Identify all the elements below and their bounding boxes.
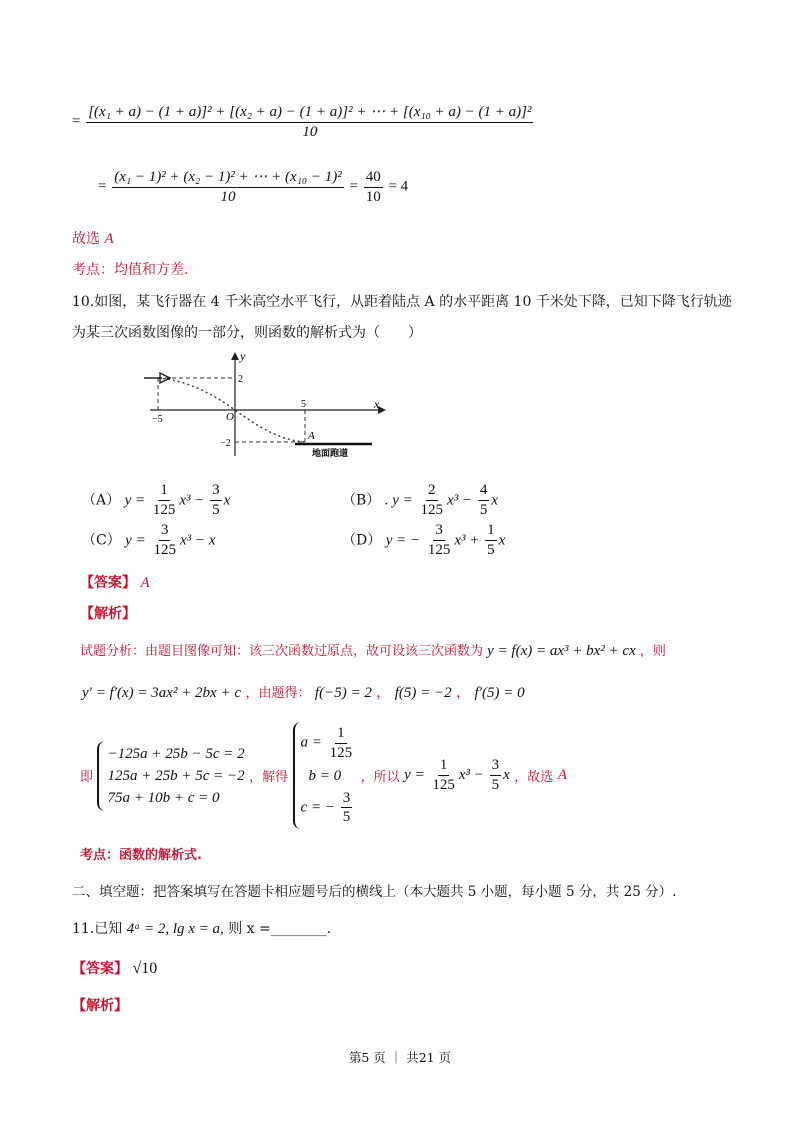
so-num2: 3 <box>490 756 502 776</box>
sys-eq-3: 75a + 10b + c = 0 <box>107 789 220 806</box>
choose-text: ，故选 <box>514 770 554 785</box>
option-c[interactable]: （C） y = $\frac{3}{125}$ x³ − x <box>82 522 216 558</box>
q11-answer <box>72 958 157 978</box>
option-b-term2-num: 4 <box>478 481 490 501</box>
q10-analysis-line1 <box>80 640 666 660</box>
sys-eq-2: 125a + 25b + 5c = −2 <box>107 767 245 784</box>
formula-line1-numerator: [(x₁ + a) − (1 + a)]² + [(x₂ + a) − (1 + a)]² + ⋯ + [(x₁₀ + a) − (1 + a)]² <box>86 103 533 123</box>
option-d-coef-den: 125 <box>427 541 451 558</box>
tick-label-neg2: −2 <box>220 438 231 449</box>
origin-label: O <box>226 411 234 423</box>
so-den2: 5 <box>491 777 500 793</box>
analysis-line2-formula: y′ = f′(x) = 3ax² + 2bx + c <box>82 685 241 701</box>
option-a-term2-den: 5 <box>212 501 220 518</box>
sol-a-den: 125 <box>329 744 353 761</box>
q11-stem-suffix: 则 x =________. <box>228 921 332 937</box>
q10-answer-tag: 【答案】 <box>80 575 136 591</box>
analysis-line1-end: ，则 <box>639 644 666 659</box>
formula-line1-denominator: 10 <box>302 123 318 140</box>
x-axis-label: x <box>374 397 380 411</box>
choose-letter: A <box>557 767 567 783</box>
q11-analysis-tag: 【解析】 <box>72 998 128 1014</box>
page-footer: 第5 页 ｜ 共21 页 <box>348 1050 452 1065</box>
tick-label-2: 2 <box>238 374 243 385</box>
option-d[interactable]: （D） y = − $\frac{3}{125}$ x³ + $\frac{1}{5}$ x <box>342 522 506 558</box>
tick-label-neg5: −5 <box>152 414 163 425</box>
variance-formula-line2: = $\frac{\text{(x₁ − 1)² + (x₂ − 1)² + ⋯ + (x₁₀ − 1)²}}{10}$ = $\frac{40}{10}$ = 4 <box>98 169 409 205</box>
runway-label: 地面跑道 <box>312 449 349 459</box>
formula-line2-frac2-denominator: 10 <box>365 188 381 205</box>
analysis-line1-formula: y = f(x) = ax³ + bx² + cx <box>487 643 636 659</box>
option-a-coef-den: 125 <box>152 501 176 518</box>
option-c-coef-den: 125 <box>153 541 176 558</box>
option-b[interactable]: （B） . y = $\frac{2}{125}$ x³ − $\frac{4}{5}$ x <box>342 482 498 518</box>
sys-prefix: 即 <box>80 770 94 785</box>
q11-answer-tag: 【答案】 <box>72 961 128 977</box>
q11-stem <box>72 918 331 938</box>
sys-solution-brace: a = $\frac{1}{125}$ b = 0 c = − $\frac{3}{5}$ <box>293 722 357 829</box>
q11-stem-prefix: 11.已知 <box>72 921 123 937</box>
option-d-label: （D） <box>342 532 382 549</box>
y-axis-label: y <box>240 349 246 363</box>
q10-equation-system: 即 −125a + 25b − 5c = 2 125a + 25b + 5c = −2 75a + 10b + c = 0 ，解得 a = $\frac{1}{125}$ b = 0 c = − $\frac{3}{5}$ ，所以 y = $\frac{1}{125}$ x³ − $\frac{3}{5}$ x ，故选 A <box>80 722 567 829</box>
q11-stem-formula: 4ᵃ = 2, lg x = a, <box>126 921 224 937</box>
analysis-cond-1: f(−5) = 2 <box>314 685 372 701</box>
sol-b: b = 0 <box>308 767 342 784</box>
q10-analysis-line2: y′ = f′(x) = 3ax² + 2bx + c ，由题得： f(−5) = 2 ， f(5) = −2 ， f′(5) = 0 <box>82 685 525 701</box>
analysis-line2-text: ，由题得： <box>245 686 311 701</box>
variance-formula-line1: = [(x₁ + a) − (1 + a)]² + [(x₂ + a) − (1 + a)]² + ⋯ + [(x₁₀ + a) − (1 + a)]² 10 <box>72 104 532 140</box>
formula-line2-frac2-numerator: 40 <box>364 168 383 188</box>
q10-answer-value: A <box>140 575 150 591</box>
landing-point-label: A <box>308 430 315 442</box>
option-a-term2-num: 3 <box>210 481 222 501</box>
so-text: ，所以 <box>360 770 400 785</box>
option-b-term2-den: 5 <box>479 501 488 518</box>
option-d-coef-num: 3 <box>433 521 445 541</box>
q11-answer-value: √10 <box>132 960 158 977</box>
option-b-label: （B） <box>342 492 381 509</box>
q9-choice-text: 故选 <box>72 231 100 247</box>
analysis-cond-3: f′(5) = 0 <box>474 685 525 701</box>
option-b-coef-num: 2 <box>426 481 438 501</box>
q9-choice-letter: A <box>104 231 114 247</box>
tick-label-5: 5 <box>301 399 306 410</box>
q10-answer <box>80 572 150 592</box>
sol-c-den: 5 <box>342 809 351 826</box>
q10-stem-line2: 为某三次函数图像的一部分，则函数的解析式为（ ） <box>72 325 422 341</box>
option-a[interactable]: （A） y = $\frac{1}{125}$ x³ − $\frac{3}{5}$ x <box>82 482 231 518</box>
analysis-cond-2: f(5) = −2 <box>394 685 452 701</box>
sys-eq-1: −125a + 25b − 5c = 2 <box>107 745 245 762</box>
option-d-term2-den: 5 <box>487 541 495 558</box>
sol-c-num: 3 <box>341 789 353 809</box>
solve-text: ，解得 <box>249 770 289 785</box>
sys-left-brace <box>97 741 244 811</box>
q10-flight-graph <box>140 348 390 460</box>
option-a-label: （A） <box>82 492 121 509</box>
section2-heading: 二、填空题：把答案填写在答题卡相应题号后的横线上（本大题共 5 小题，每小题 5 分，共 25 分）. <box>72 884 677 900</box>
formula-line2-result: = 4 <box>388 178 409 195</box>
option-c-coef-num: 3 <box>159 521 171 541</box>
option-a-coef-num: 1 <box>158 481 170 501</box>
option-b-coef-den: 125 <box>420 501 444 518</box>
option-c-label: （C） <box>82 532 121 549</box>
q10-stem-line1: 10.如图，某飞行器在 4 千米高空水平飞行，从距着陆点 A 的水平距离 10 千米处下降，已知下降飞行轨迹 <box>72 294 732 310</box>
analysis-line1-text: 试题分析：由题目图像可知：该三次函数过原点，故可设该三次函数为 <box>80 644 484 659</box>
q10-kaodian: 考点：函数的解析式. <box>80 848 202 863</box>
so-den1: 125 <box>432 777 455 793</box>
option-d-term2-num: 1 <box>485 521 497 541</box>
formula-line2-denominator: 10 <box>220 188 236 205</box>
y-axis-arrow <box>231 352 239 360</box>
sol-a-num: 1 <box>335 724 347 744</box>
q9-choice-line <box>72 228 114 248</box>
so-num1: 1 <box>438 756 450 776</box>
q9-kaodian: 考点：均值和方差. <box>72 262 189 278</box>
formula-line2-numerator: (x₁ − 1)² + (x₂ − 1)² + ⋯ + (x₁₀ − 1)² <box>112 168 344 188</box>
q10-analysis-tag: 【解析】 <box>80 606 136 622</box>
